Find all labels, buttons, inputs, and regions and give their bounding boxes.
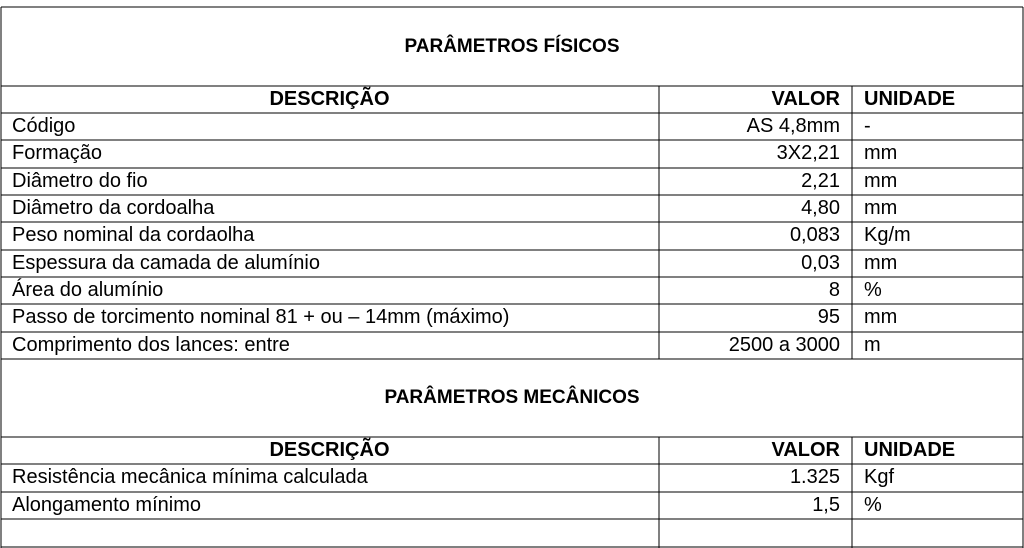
header-descricao: DESCRIÇÃO: [269, 88, 390, 110]
cell-valor: 2500 a 3000: [728, 334, 840, 356]
cell-unidade: mm: [864, 252, 898, 274]
cell-descricao: Código: [12, 115, 76, 137]
section-title-fisicos: PARÂMETROS FÍSICOS: [404, 36, 620, 57]
cell-descricao: Área do alumínio: [12, 279, 164, 301]
cell-descricao: Passo de torcimento nominal 81 + ou – 14mm (máximo): [12, 306, 510, 328]
cell-valor: 3X2,21: [776, 142, 840, 164]
cell-unidade: %: [864, 494, 882, 516]
cell-descricao: Peso nominal da cordaolha: [12, 224, 255, 246]
header-unidade: UNIDADE: [864, 439, 956, 461]
cell-unidade: mm: [864, 142, 898, 164]
cell-descricao: Resistência mecânica mínima calculada: [12, 466, 368, 488]
header-unidade: UNIDADE: [864, 88, 956, 110]
cell-valor: 1.325: [789, 466, 840, 488]
cell-unidade: mm: [864, 306, 898, 328]
cell-valor: 0,083: [789, 224, 840, 246]
cell-unidade: -: [864, 115, 871, 137]
cell-unidade: Kg/m: [864, 224, 911, 246]
header-descricao: DESCRIÇÃO: [269, 439, 390, 461]
cell-descricao: Diâmetro da cordoalha: [12, 197, 215, 219]
cell-unidade: mm: [864, 170, 898, 192]
header-valor: VALOR: [771, 88, 840, 110]
cell-unidade: mm: [864, 197, 898, 219]
section-title-mecanicos: PARÂMETROS MECÂNICOS: [384, 387, 640, 408]
cell-unidade: %: [864, 279, 882, 301]
cell-unidade: Kgf: [864, 466, 895, 488]
cell-unidade: m: [864, 334, 881, 356]
cell-descricao: Diâmetro do fio: [12, 170, 148, 192]
header-valor: VALOR: [771, 439, 840, 461]
cell-valor: 8: [828, 279, 840, 301]
cell-descricao: Alongamento mínimo: [12, 494, 201, 516]
cell-descricao: Comprimento dos lances: entre: [12, 334, 290, 356]
cell-valor: 1,5: [812, 494, 840, 516]
cell-valor: 2,21: [801, 170, 840, 192]
cell-descricao: Espessura da camada de alumínio: [12, 252, 320, 274]
cell-valor: 0,03: [801, 252, 840, 274]
cell-valor: 95: [817, 306, 840, 328]
cell-valor: AS 4,8mm: [746, 115, 840, 137]
cell-valor: 4,80: [801, 197, 840, 219]
cell-descricao: Formação: [12, 142, 103, 164]
